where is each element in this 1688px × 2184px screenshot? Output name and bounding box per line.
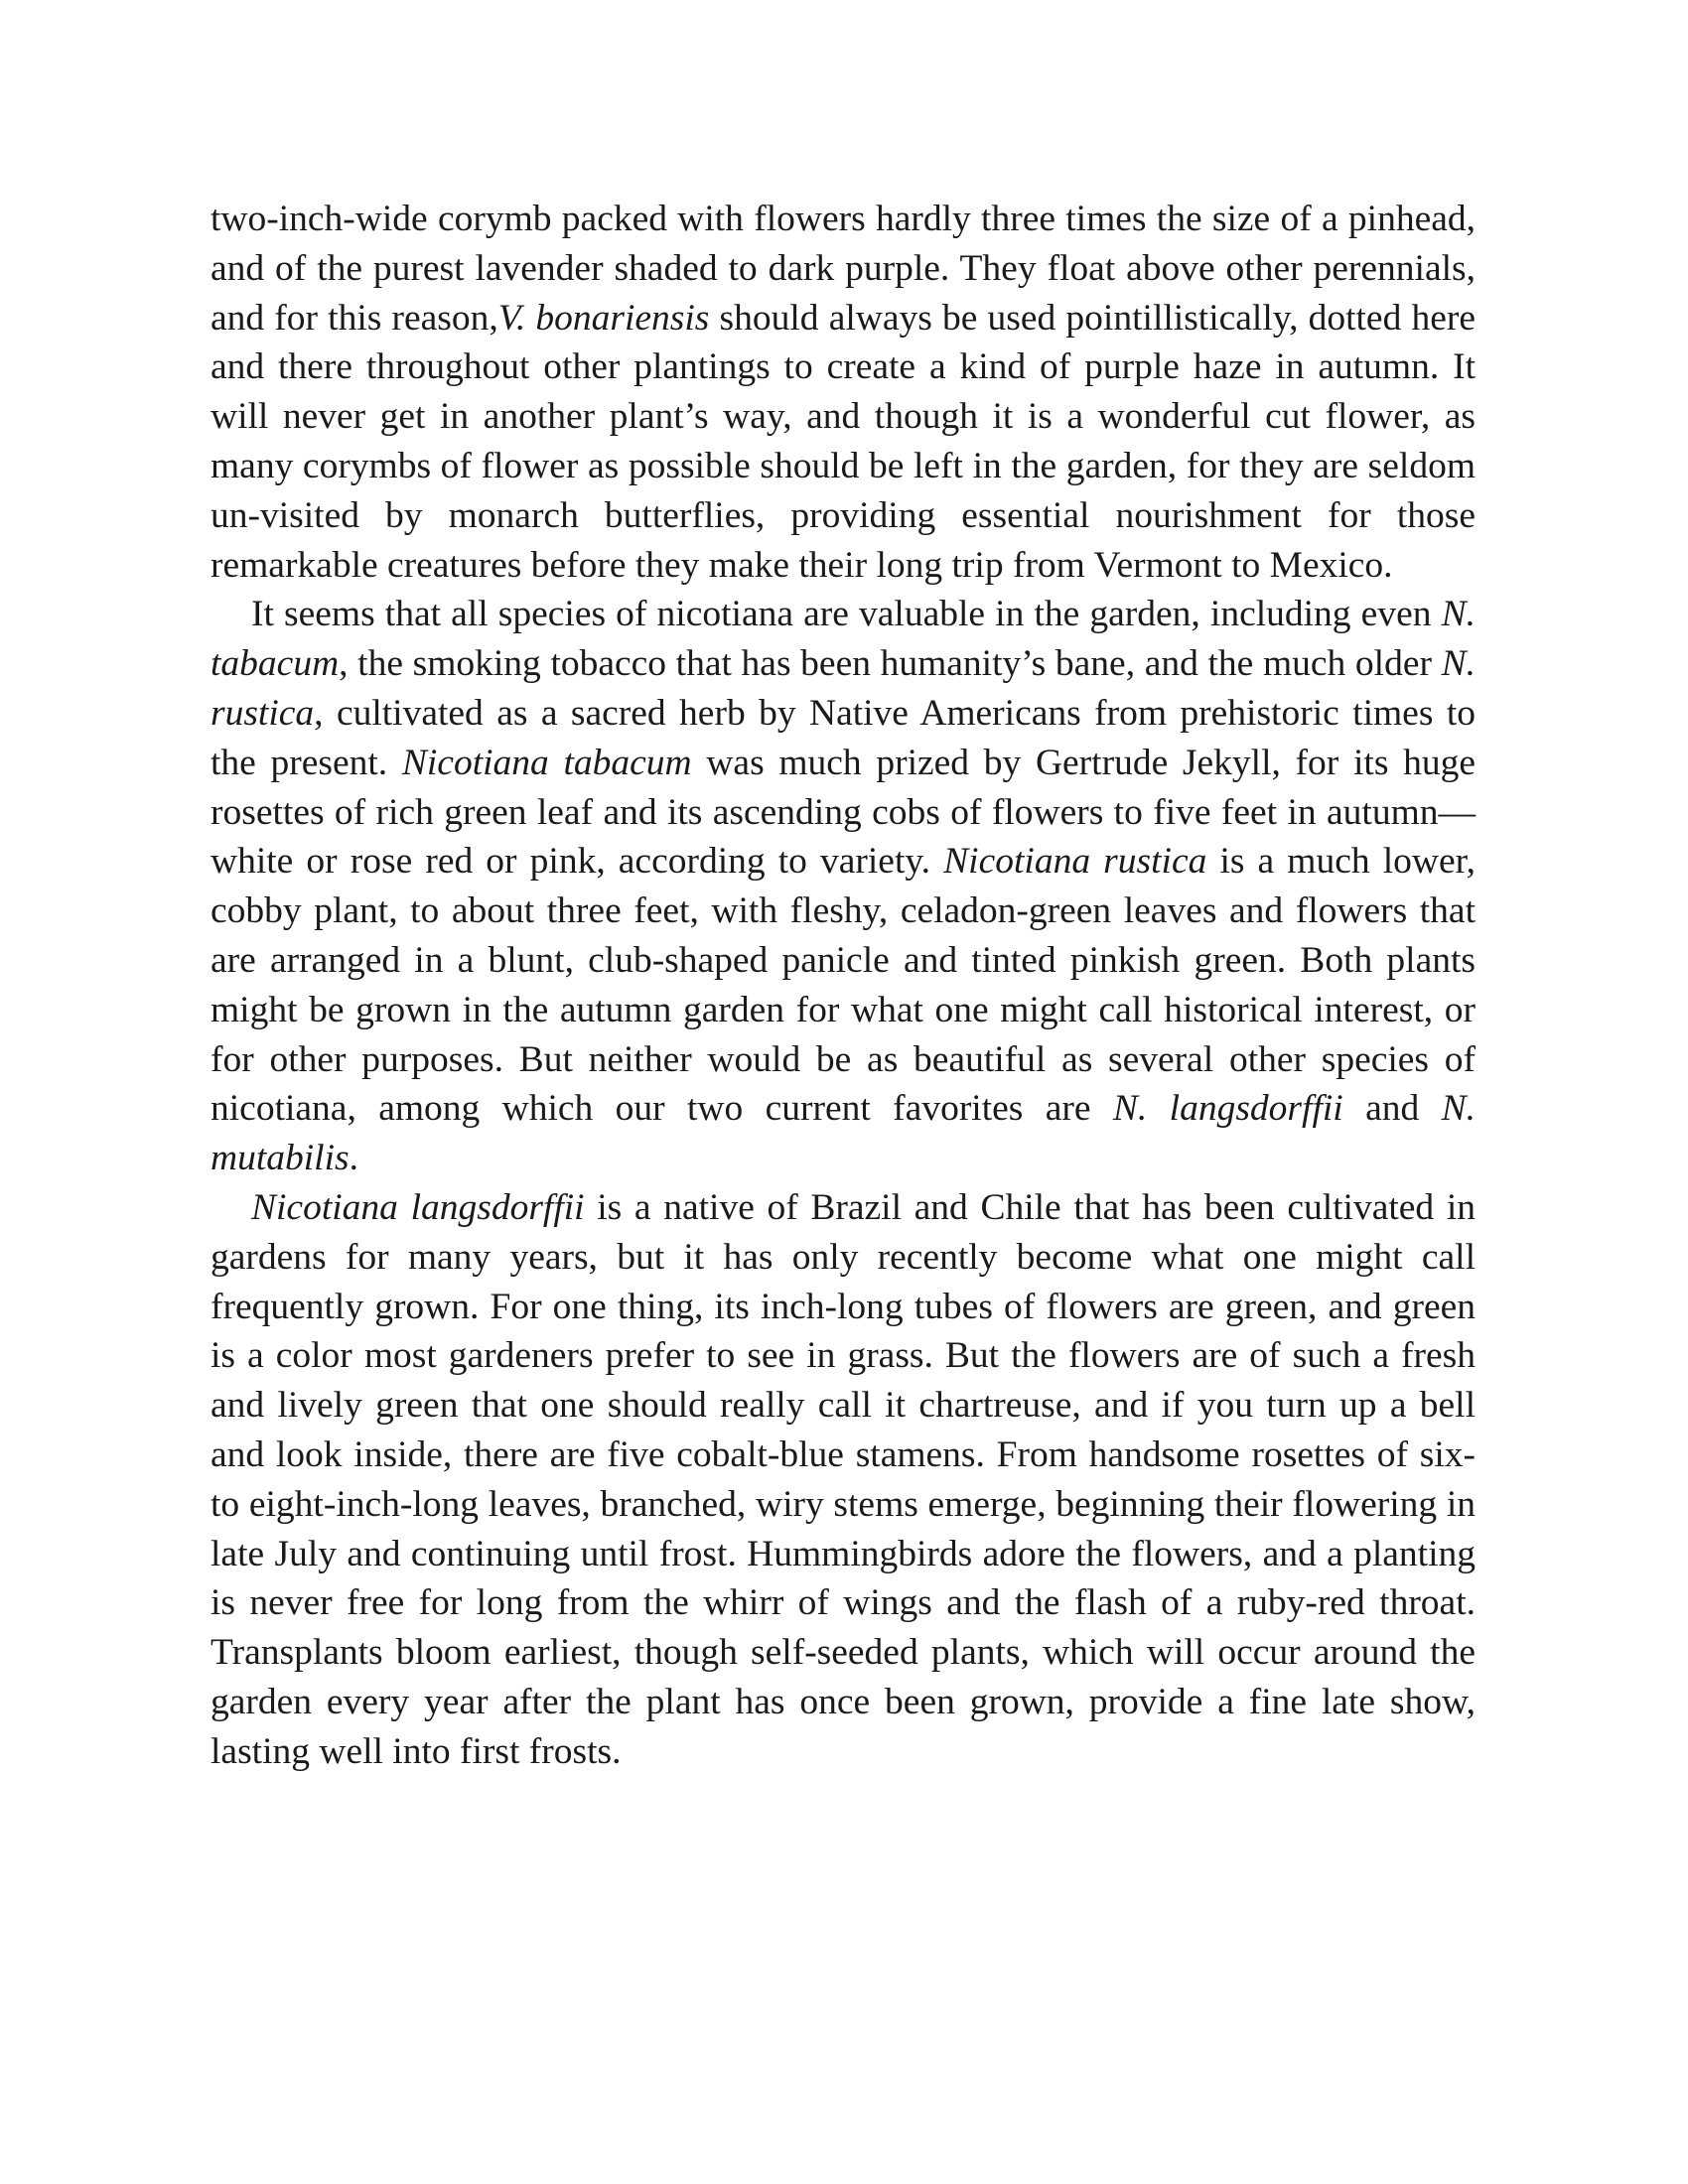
- text-run: .: [349, 1138, 358, 1179]
- text-run: and: [1342, 1088, 1442, 1130]
- text-run: is a native of Brazil and Chile that has been cultivated in gardens for many years, but it has only recently become what one might call frequently grown. For one thing, its inch-long tubes of flowers are green, and green is a color most gardeners prefer to see in grass. But the flowers are of such a fresh and lively green that one should really call it chartreuse, and if you turn up a bell and look inside, there are five cobalt-blue stamens. From handsome rosettes of six- to eight-inch-long leaves, branched, wiry stems emerge, beginning their flowering in late July and continuing until frost. Hummingbirds adore the flowers, and a planting is never free for long from the whirr of wings and the flash of a ruby-red throat. Transplants bloom earliest, though self-seeded plants, which will occur around the garden every year after the plant has once been grown, provide a fine late show, lasting well into first frosts.: [211, 1186, 1476, 1772]
- paragraph-verbena: [211, 195, 1476, 590]
- species-name: N. tabacum: [211, 594, 1476, 685]
- text-run: is a much lower, cobby plant, to about three feet, with fleshy, celadon-green leaves and flowers that are arranged in a blunt, club-shaped panicle and tinted pinkish green. Both plants might be grown in the autumn garden for what one might call historical interest, or for other purposes. But neither would be as beautiful as several other species of nicotiana, among which our two current favorites are: [211, 841, 1476, 1130]
- species-name: Nicotiana tabacum: [401, 742, 692, 783]
- page-body: [211, 195, 1476, 1777]
- species-name: N. mutabilis: [211, 1088, 1476, 1179]
- species-name: V. bonariensis: [497, 297, 710, 339]
- species-name: Nicotiana langsdorffii: [251, 1186, 585, 1228]
- species-name: Nicotiana rustica: [943, 841, 1207, 883]
- text-run: two-inch-wide corymb packed with flowers hardly three times the size of a pinhead, and of the purest lavender shaded to dark purple. They float above other perennials, and for this reason,: [211, 199, 1476, 339]
- text-run: was much prized by Gertrude Jekyll, for its huge rosettes of rich green leaf and its ascending cobs of flowers to five feet in autumn—white or rose red or pink, according to variety.: [211, 742, 1477, 883]
- species-name: N. rustica: [211, 643, 1476, 734]
- text-run: should always be used pointillistically, dotted here and there throughout other plantings to create a kind of purple haze in autumn. It will never get in another plant’s way, and though it is a wonderful cut flower, as many corymbs of flower as possible should be left in the garden, for they are seldom un-visited by monarch butterflies, providing essential nourishment for those remarkable creatures before they make their long trip from Vermont to Mexico.: [211, 297, 1477, 586]
- text-run: It seems that all species of nicotiana are valuable in the garden, including even: [251, 594, 1442, 635]
- text-run: , the smoking tobacco that has been humanity’s bane, and the much older: [339, 643, 1442, 685]
- paragraph-nicotiana-species: [211, 590, 1476, 1183]
- paragraph-nicotiana-langsdorffii: [211, 1183, 1476, 1777]
- species-name: N. langsdorffii: [1112, 1088, 1343, 1130]
- text-run: , cultivated as a sacred herb by Native Americans from prehistoric times to the present.: [211, 692, 1476, 783]
